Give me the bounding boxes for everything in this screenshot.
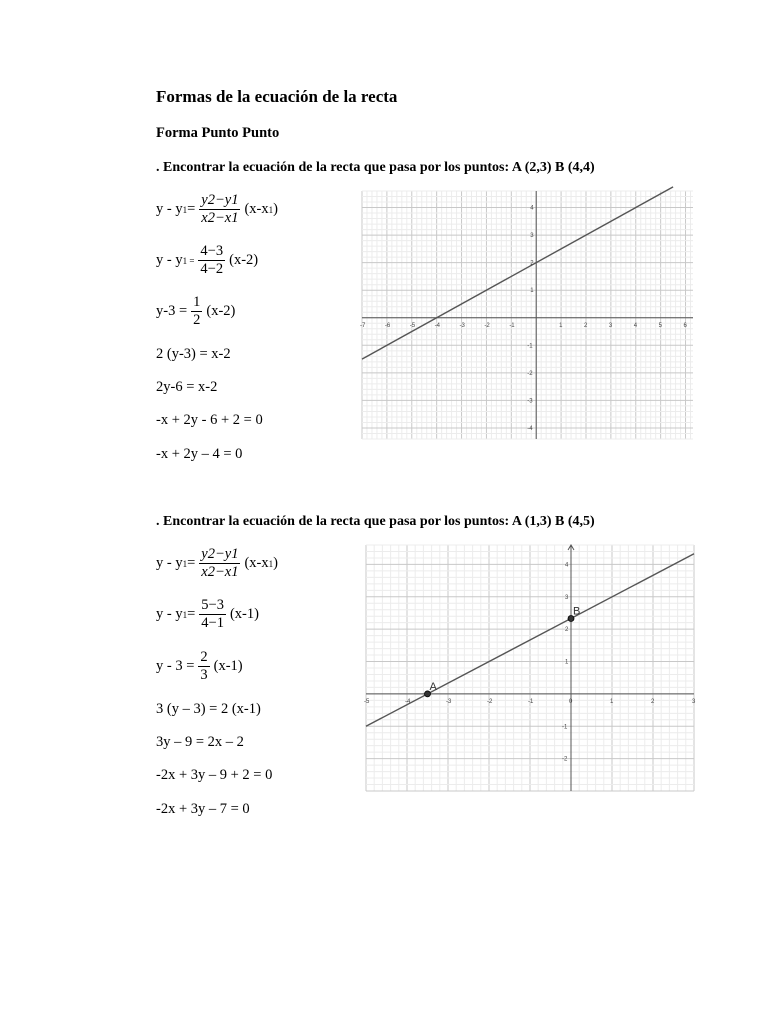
problem1-step3 [156, 295, 235, 328]
x-tick-label: -4 [405, 698, 411, 705]
step-prefix: y-3 = [156, 303, 188, 320]
problem1-step5: 2y-6 = x-2 [156, 379, 218, 395]
x-tick-label: 1 [610, 698, 614, 705]
problem1-statement: . Encontrar la ecuación de la recta que pasa por los puntos: A (2,3) B (4,4) [156, 160, 595, 175]
fraction-denominator: 3 [200, 667, 208, 684]
problem1-step2 [156, 244, 258, 277]
problem1-step1 [156, 193, 278, 226]
problem2-step4: 3 (y – 3) = 2 (x-1) [156, 701, 261, 717]
fraction-numerator: 2 [198, 650, 209, 667]
x-tick-label: -1 [509, 322, 515, 329]
step-suffix-end: ) [273, 201, 278, 218]
y-tick-label: 1 [565, 659, 569, 666]
x-tick-label: -5 [364, 698, 370, 705]
x-tick-label: -4 [434, 322, 441, 329]
graph2-plot [366, 545, 694, 791]
x-tick-label: 3 [608, 322, 613, 329]
problem2-statement: . Encontrar la ecuación de la recta que pasa por los puntos: A (1,3) B (4,5) [156, 514, 595, 529]
problem2-step6: -2x + 3y – 9 + 2 = 0 [156, 767, 273, 783]
step-equals: = [187, 201, 196, 218]
fraction-denominator: 4−1 [201, 615, 224, 632]
y-tick-label: 4 [530, 205, 534, 212]
point-label-a: A [429, 680, 437, 693]
x-tick-label: -3 [459, 322, 465, 329]
fraction-numerator: 4−3 [198, 244, 225, 261]
step-prefix: y - 3 = [156, 658, 195, 675]
x-tick-label: -7 [360, 322, 366, 329]
x-tick-label: 2 [583, 322, 588, 329]
slope-fraction [191, 295, 202, 328]
fraction-denominator: 2 [193, 312, 201, 329]
step-suffix-sub: 1 [268, 558, 274, 569]
graph1-plot [362, 191, 693, 439]
problem2-step7: -2x + 3y – 7 = 0 [156, 801, 250, 817]
fraction-numerator: 1 [191, 295, 202, 312]
y-tick-label: -1 [527, 343, 533, 350]
x-tick-label: -2 [487, 698, 493, 705]
step-prefix: y - y [156, 606, 183, 623]
problem1-step4: 2 (y-3) = x-2 [156, 346, 231, 362]
slope-fraction [199, 547, 240, 580]
slope-fraction [199, 598, 226, 631]
problem1-step7: -x + 2y – 4 = 0 [156, 446, 243, 462]
problem2-step2 [156, 598, 259, 631]
fraction-denominator: x2−x1 [201, 564, 239, 581]
problem2-step1 [156, 547, 278, 580]
y-tick-label: -2 [562, 756, 568, 763]
x-tick-label: 0 [569, 698, 573, 705]
y-tick-label: -2 [527, 370, 533, 377]
x-tick-label: 6 [683, 322, 687, 329]
y-tick-label: -3 [527, 398, 533, 405]
y-tick-label: 4 [565, 562, 569, 569]
page-title: Formas de la ecuación de la recta [156, 87, 398, 106]
x-tick-label: 1 [559, 322, 563, 329]
fraction-numerator: y2−y1 [199, 193, 240, 210]
fraction-denominator: 4−2 [200, 261, 224, 278]
problem1-step6: -x + 2y - 6 + 2 = 0 [156, 412, 263, 428]
step-prefix: y - y [156, 201, 183, 218]
x-tick-label: -2 [484, 322, 490, 329]
y-tick-label: -1 [562, 724, 568, 731]
fraction-numerator: y2−y1 [199, 547, 240, 564]
x-tick-label: 3 [692, 698, 696, 705]
y-tick-label: 1 [530, 288, 534, 295]
y-tick-label: 2 [530, 260, 534, 267]
step-prefix-sub: 1 = [182, 255, 195, 266]
step-suffix: (x-x [244, 555, 269, 572]
x-tick-label: 5 [658, 322, 662, 329]
x-tick-label: -3 [446, 698, 452, 705]
slope-fraction [198, 244, 225, 277]
step-suffix-end: ) [273, 555, 278, 572]
step-suffix: (x-2) [229, 252, 259, 269]
grid [366, 545, 694, 791]
y-tick-label: 3 [530, 233, 534, 240]
step-suffix: (x-2) [206, 303, 236, 320]
step-suffix-sub: 1 [268, 204, 274, 215]
x-tick-label: -6 [384, 322, 391, 329]
step-equals: = [187, 606, 196, 623]
step-prefix-sub: 1 [182, 558, 188, 569]
problem2-step3 [156, 650, 243, 683]
x-tick-label: 2 [651, 698, 655, 705]
step-suffix: (x-1) [213, 658, 243, 675]
graph1 [362, 191, 693, 439]
problem2-step5: 3y – 9 = 2x – 2 [156, 734, 244, 750]
point-label-b: B [573, 605, 581, 618]
step-prefix-sub: 1 [182, 204, 188, 215]
y-tick-label: -4 [527, 425, 533, 432]
slope-fraction [198, 650, 209, 683]
x-tick-label: -1 [528, 698, 534, 705]
step-prefix: y - y [156, 252, 183, 269]
y-tick-label: 2 [565, 627, 569, 634]
step-prefix: y - y [156, 555, 183, 572]
step-suffix: (x-1) [229, 606, 259, 623]
step-equals: = [187, 555, 196, 572]
fraction-denominator: x2−x1 [201, 210, 239, 227]
step-suffix: (x-x [244, 201, 269, 218]
fraction-numerator: 5−3 [199, 598, 226, 615]
x-tick-label: 4 [633, 322, 638, 329]
section-subtitle: Forma Punto Punto [156, 125, 280, 141]
step-prefix-sub: 1 [182, 609, 188, 620]
x-tick-label: -5 [409, 322, 416, 329]
y-tick-label: 3 [565, 594, 569, 601]
graph2 [366, 545, 694, 791]
slope-fraction [199, 193, 240, 226]
